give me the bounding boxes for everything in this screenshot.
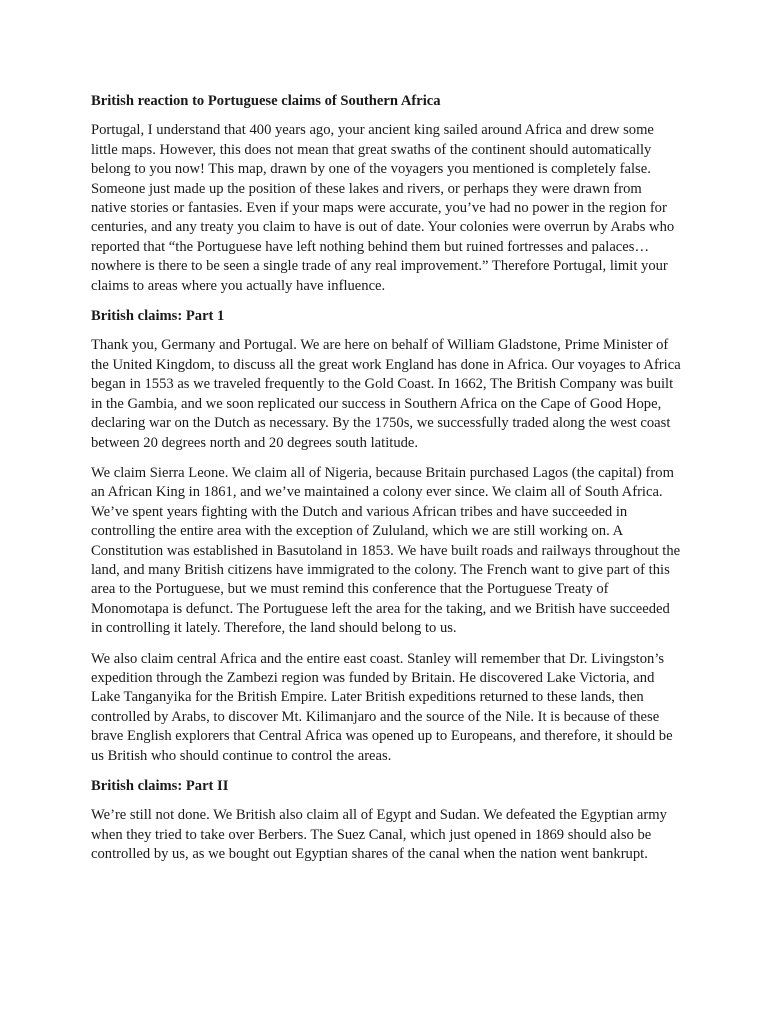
paragraph: Portugal, I understand that 400 years ago, your ancient king sailed around Africa and drew some little maps. However, this does not mean that great swaths of the continent should automatically belong to you now! This map, drawn by one of the voyagers you mentioned is completely false. Someone just made up the position of these lakes and rivers, or perhaps they were drawn from native stories or fantasies. Even if your maps were accurate, you’ve had no power in the region for centuries, and any treaty you claim to have is out of date. Your colonies were overrun by Arabs who reported that “the Portuguese have left nothing behind them but ruined fortresses and palaces…nowhere is there to be seen a single trade of any real improvement.” Therefore Portugal, limit your claims to areas where you actually have influence. xyxy=(91,122,675,294)
paragraph: Thank you, Germany and Portugal. We are here on behalf of William Gladstone, Prime Minister of the United Kingdom, to discuss all the great work England has done in Africa. Our voyages to Africa began in 1553 as we traveled frequently to the Gold Coast. In 1662, The British Company was built in the Gambia, and we soon replicated our success in Southern Africa on the Cape of Good Hope, declaring war on the Dutch as necessary. By the 1750s, we successfully traded along the west coast between 20 degrees north and 20 degrees south latitude. xyxy=(91,337,681,451)
section-heading: British claims: Part II xyxy=(91,778,229,794)
section-heading: British claims: Part 1 xyxy=(91,308,225,325)
paragraph: We also claim central Africa and the entire east coast. Stanley will remember that Dr. Livingston’s expedition through the Zambezi region was funded by Britain. He discovered Lake Victoria, and Lake Tanganyika for the British Empire. Later British expeditions returned to these lands, then controlled by Arabs, to discover Mt. Kilimanjaro and the source of the Nile. It is because of these brave English explorers that Central Africa was opened up to Europeans, and therefore, it should be us British who should continue to control the areas. xyxy=(91,650,673,764)
section-british-claims-part-1 xyxy=(91,307,681,766)
paragraph: We’re still not done. We British also claim all of Egypt and Sudan. We defeated the Egyptian army when they tried to take over Berbers. The Suez Canal, which just opened in 1869 should also be controlled by us, as we bought out Egyptian shares of the canal when the nation went bankrupt. xyxy=(91,807,667,863)
section-british-claims-part-2 xyxy=(91,777,681,865)
section-heading: British reaction to Portuguese claims of Southern Africa xyxy=(91,93,441,109)
paragraph: We claim Sierra Leone. We claim all of Nigeria, because Britain purchased Lagos (the capital) from an African King in 1861, and we’ve maintained a colony ever since. We claim all of South Africa. We’ve spent years fighting with the Dutch and various African tribes and have succeeded in controlling the entire area with the exception of Zululand, which we are still working on. A Constitution was established in Basutoland in 1853. We have built roads and railways throughout the land, and many British citizens have immigrated to the colony. The French want to give part of this area to the Portuguese, but we must remind this conference that the Portuguese Treaty of Monomotapa is defunct. The Portuguese left the area for the taking, and we British have succeeded in controlling it lately. Therefore, the land should belong to us. xyxy=(91,464,681,637)
section-portuguese-reaction xyxy=(91,92,681,296)
document-page xyxy=(91,92,681,876)
